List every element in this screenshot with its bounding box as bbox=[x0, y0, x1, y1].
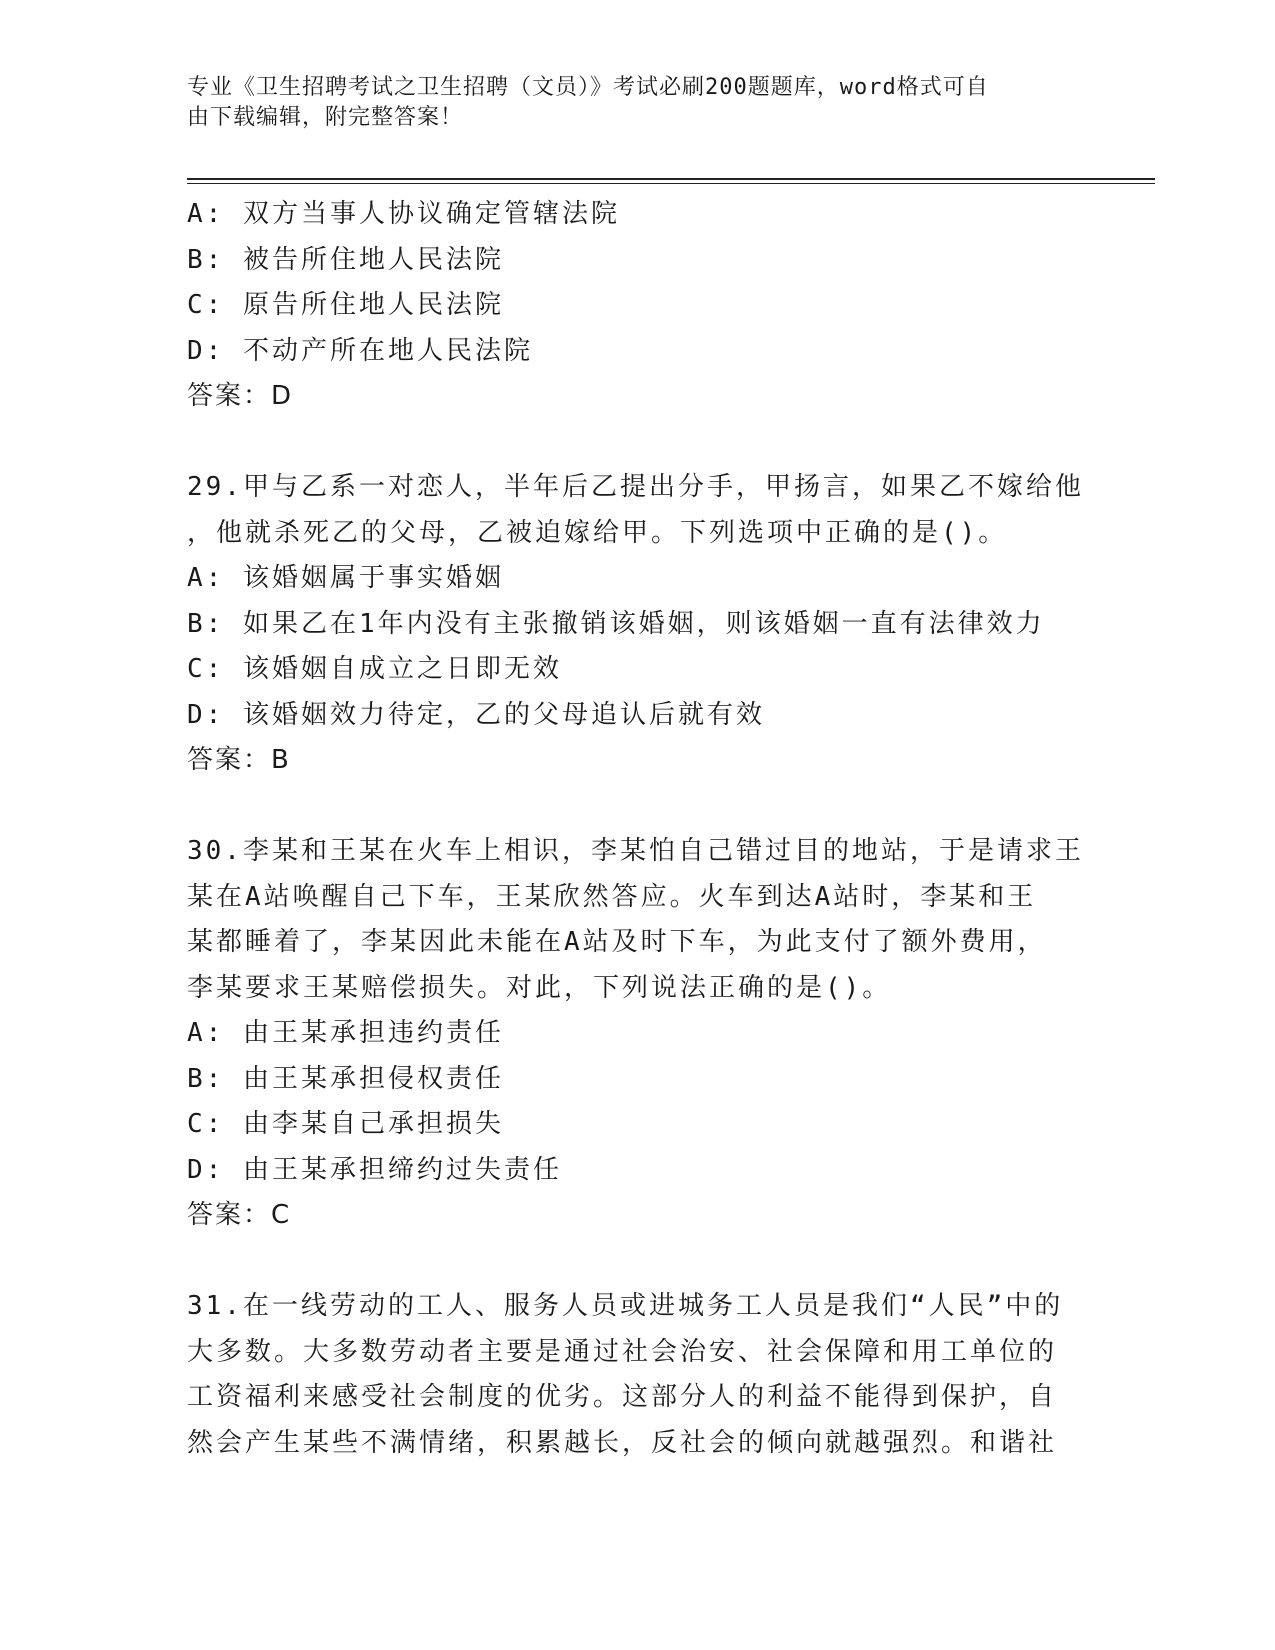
header-line-2: 由下载编辑，附完整答案！ bbox=[187, 105, 464, 130]
option-c: C: 原告所住地人民法院 bbox=[187, 290, 504, 320]
header-divider-thin bbox=[187, 183, 1155, 184]
question-29 bbox=[187, 465, 1084, 784]
option-a: A: 由王某承担违约责任 bbox=[187, 1018, 504, 1048]
question-stem-line: 31.在一线劳动的工人、服务人员或进城务工人员是我们“人民”中的 bbox=[187, 1291, 1064, 1321]
option-b: B: 如果乙在1年内没有主张撤销该婚姻，则该婚姻一直有法律效力 bbox=[187, 608, 1045, 639]
option-d: D: 不动产所在地人民法院 bbox=[187, 335, 533, 366]
spacer bbox=[187, 420, 1077, 466]
question-28 bbox=[187, 192, 1077, 420]
option-b: B: 被告所住地人民法院 bbox=[187, 244, 504, 275]
option-d: D: 由王某承担缔约过失责任 bbox=[187, 1154, 562, 1185]
header-divider-thick bbox=[187, 178, 1155, 180]
option-a: A: 双方当事人协议确定管辖法院 bbox=[187, 199, 620, 229]
option-c: C: 该婚姻自成立之日即无效 bbox=[187, 654, 562, 684]
question-stem-line: 大多数。大多数劳动者主要是通过社会治安、社会保障和用工单位的 bbox=[187, 1336, 1058, 1367]
question-31 bbox=[187, 1284, 1077, 1466]
document-body bbox=[187, 192, 1084, 1466]
question-stem-line: 李某要求王某赔偿损失。对此，下列说法正确的是()。 bbox=[187, 972, 892, 1003]
header-line-1: 专业《卫生招聘考试之卫生招聘（文员）》考试必刷200题题库，word格式可自 bbox=[187, 75, 989, 100]
question-stem-line: 工资福利来感受社会制度的优劣。这部分人的利益不能得到保护，自 bbox=[187, 1382, 1058, 1412]
document-header bbox=[187, 73, 1067, 133]
question-stem-line: 然会产生某些不满情绪，积累越长，反社会的倾向就越强烈。和谐社 bbox=[187, 1427, 1058, 1458]
option-d: D: 该婚姻效力待定，乙的父母追认后就有效 bbox=[187, 699, 765, 730]
answer: 答案：D bbox=[187, 381, 294, 411]
answer: 答案：C bbox=[187, 1200, 292, 1230]
option-c: C: 由李某自己承担损失 bbox=[187, 1109, 504, 1139]
spacer bbox=[187, 1239, 1077, 1285]
answer: 答案：B bbox=[187, 745, 291, 775]
question-30 bbox=[187, 829, 1084, 1239]
option-b: B: 由王某承担侵权责任 bbox=[187, 1063, 504, 1094]
question-stem-line: 某都睡着了，李某因此未能在A站及时下车，为此支付了额外费用， bbox=[187, 927, 1047, 957]
question-stem-line: 30.李某和王某在火车上相识，李某怕自己错过目的地站，于是请求王 bbox=[187, 836, 1084, 866]
question-stem-line: 某在A站唤醒自己下车，王某欣然答应。火车到达A站时，李某和王 bbox=[187, 881, 1037, 912]
question-stem-line: ，他就杀死乙的父母，乙被迫嫁给甲。下列选项中正确的是()。 bbox=[187, 517, 1008, 548]
spacer bbox=[187, 784, 1077, 830]
question-stem-line: 29.甲与乙系一对恋人，半年后乙提出分手，甲扬言，如果乙不嫁给他 bbox=[187, 472, 1084, 502]
option-a: A: 该婚姻属于事实婚姻 bbox=[187, 563, 504, 593]
